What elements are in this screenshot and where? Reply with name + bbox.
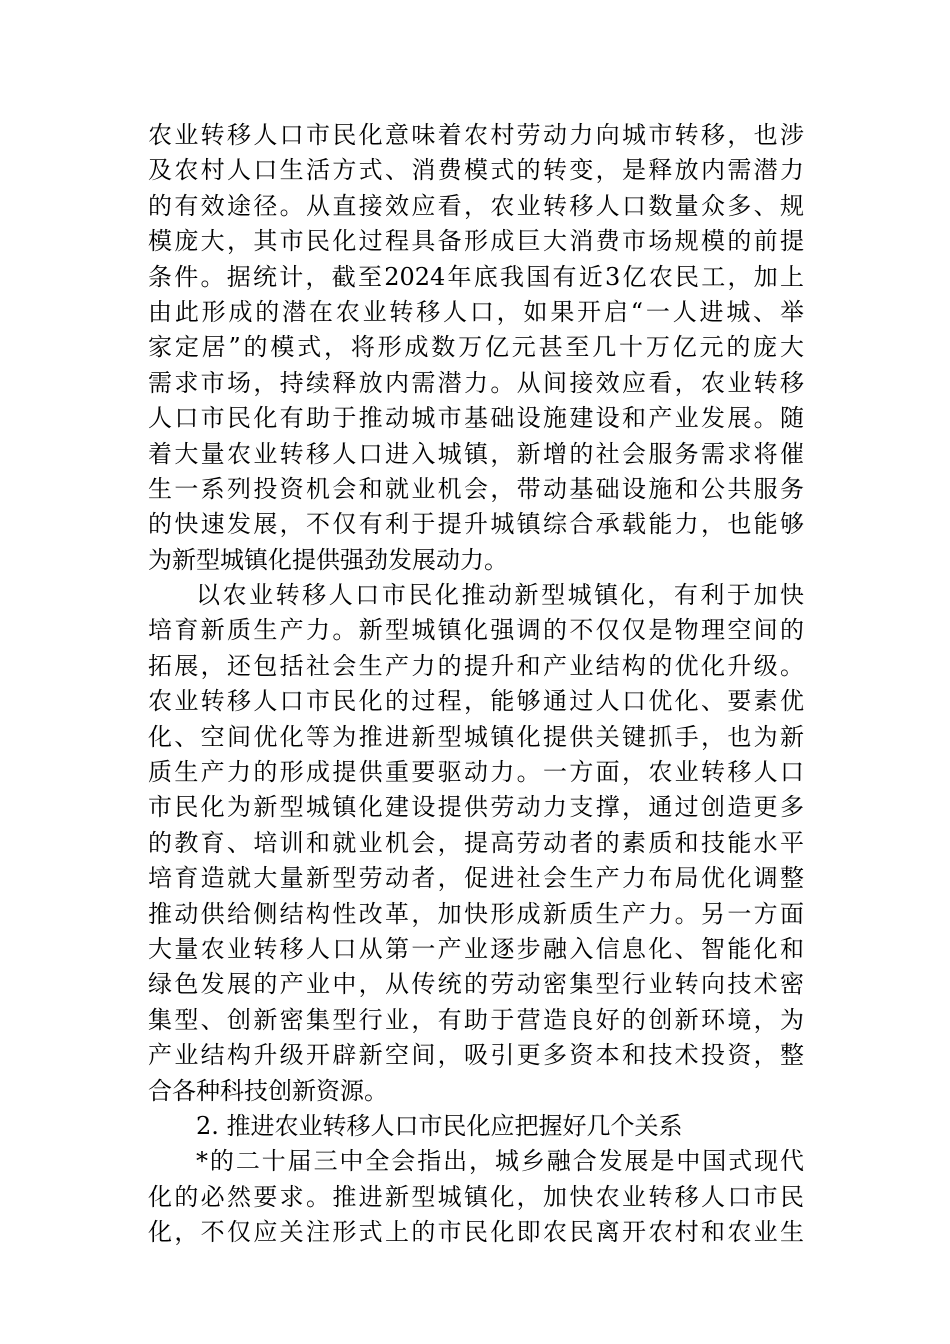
paragraph-line: 由此形成的潜在农业转移人口，如果开启“一人进城、举 <box>148 297 804 326</box>
paragraph-line: 农业转移人口市民化的过程，能够通过人口优化、要素优 <box>148 687 804 716</box>
paragraph-line: 的快速发展，不仅有利于提升城镇综合承载能力，也能够 <box>148 510 804 539</box>
paragraph-line: 的有效途径。从直接效应看，农业转移人口数量众多、规 <box>148 191 804 220</box>
paragraph-line: 家定居”的模式，将形成数万亿元甚至几十万亿元的庞大 <box>148 333 804 362</box>
paragraph-line: 化的必然要求。推进新型城镇化，加快农业转移人口市民 <box>148 1182 804 1211</box>
paragraph-line: 培育新质生产力。新型城镇化强调的不仅仅是物理空间的 <box>148 616 804 645</box>
paragraph-line: 着大量农业转移人口进入城镇，新增的社会服务需求将催 <box>148 439 804 468</box>
section-heading: 2. 推进农业转移人口市民化应把握好几个关系 <box>196 1111 683 1140</box>
paragraph-line: 以农业转移人口市民化推动新型城镇化，有利于加快 <box>196 581 804 610</box>
paragraph-line: 绿色发展的产业中，从传统的劳动密集型行业转向技术密 <box>148 970 804 999</box>
paragraph-line: 集型、创新密集型行业，有助于营造良好的创新环境，为 <box>148 1005 804 1034</box>
paragraph-line: 化，不仅应关注形式上的市民化即农民离开农村和农业生 <box>148 1218 804 1247</box>
paragraph-line: 合各种科技创新资源。 <box>148 1076 388 1105</box>
paragraph-line: 大量农业转移人口从第一产业逐步融入信息化、智能化和 <box>148 934 804 963</box>
paragraph-line: 为新型城镇化提供强劲发展动力。 <box>148 545 508 574</box>
paragraph-line: 培育造就大量新型劳动者，促进社会生产力布局优化调整 <box>148 864 804 893</box>
paragraph-line: 拓展，还包括社会生产力的提升和产业结构的优化升级。 <box>148 651 804 680</box>
paragraph-line: 人口市民化有助于推动城市基础设施建设和产业发展。随 <box>148 404 804 433</box>
paragraph-line: 市民化为新型城镇化建设提供劳动力支撑，通过创造更多 <box>148 793 804 822</box>
paragraph-line: 的教育、培训和就业机会，提高劳动者的素质和技能水平 <box>148 828 804 857</box>
paragraph-line: 条件。据统计，截至2024年底我国有近3亿农民工，加上 <box>148 262 804 291</box>
paragraph-line: 模庞大，其市民化过程具备形成巨大消费市场规模的前提 <box>148 227 804 256</box>
paragraph-line: 需求市场，持续释放内需潜力。从间接效应看，农业转移 <box>148 368 804 397</box>
paragraph-line: 质生产力的形成提供重要驱动力。一方面，农业转移人口 <box>148 758 804 787</box>
paragraph-line: 化、空间优化等为推进新型城镇化提供关键抓手，也为新 <box>148 722 804 751</box>
paragraph-line: 及农村人口生活方式、消费模式的转变，是释放内需潜力 <box>148 156 804 185</box>
paragraph-line: *的二十届三中全会指出，城乡融合发展是中国式现代 <box>196 1147 804 1176</box>
paragraph-line: 产业结构升级开辟新空间，吸引更多资本和技术投资，整 <box>148 1041 804 1070</box>
paragraph-line: 生一系列投资机会和就业机会，带动基础设施和公共服务 <box>148 474 804 503</box>
document-body <box>148 118 804 1251</box>
paragraph-line: 推动供给侧结构性改革，加快形成新质生产力。另一方面 <box>148 899 804 928</box>
paragraph-line: 农业转移人口市民化意味着农村劳动力向城市转移，也涉 <box>148 121 804 149</box>
